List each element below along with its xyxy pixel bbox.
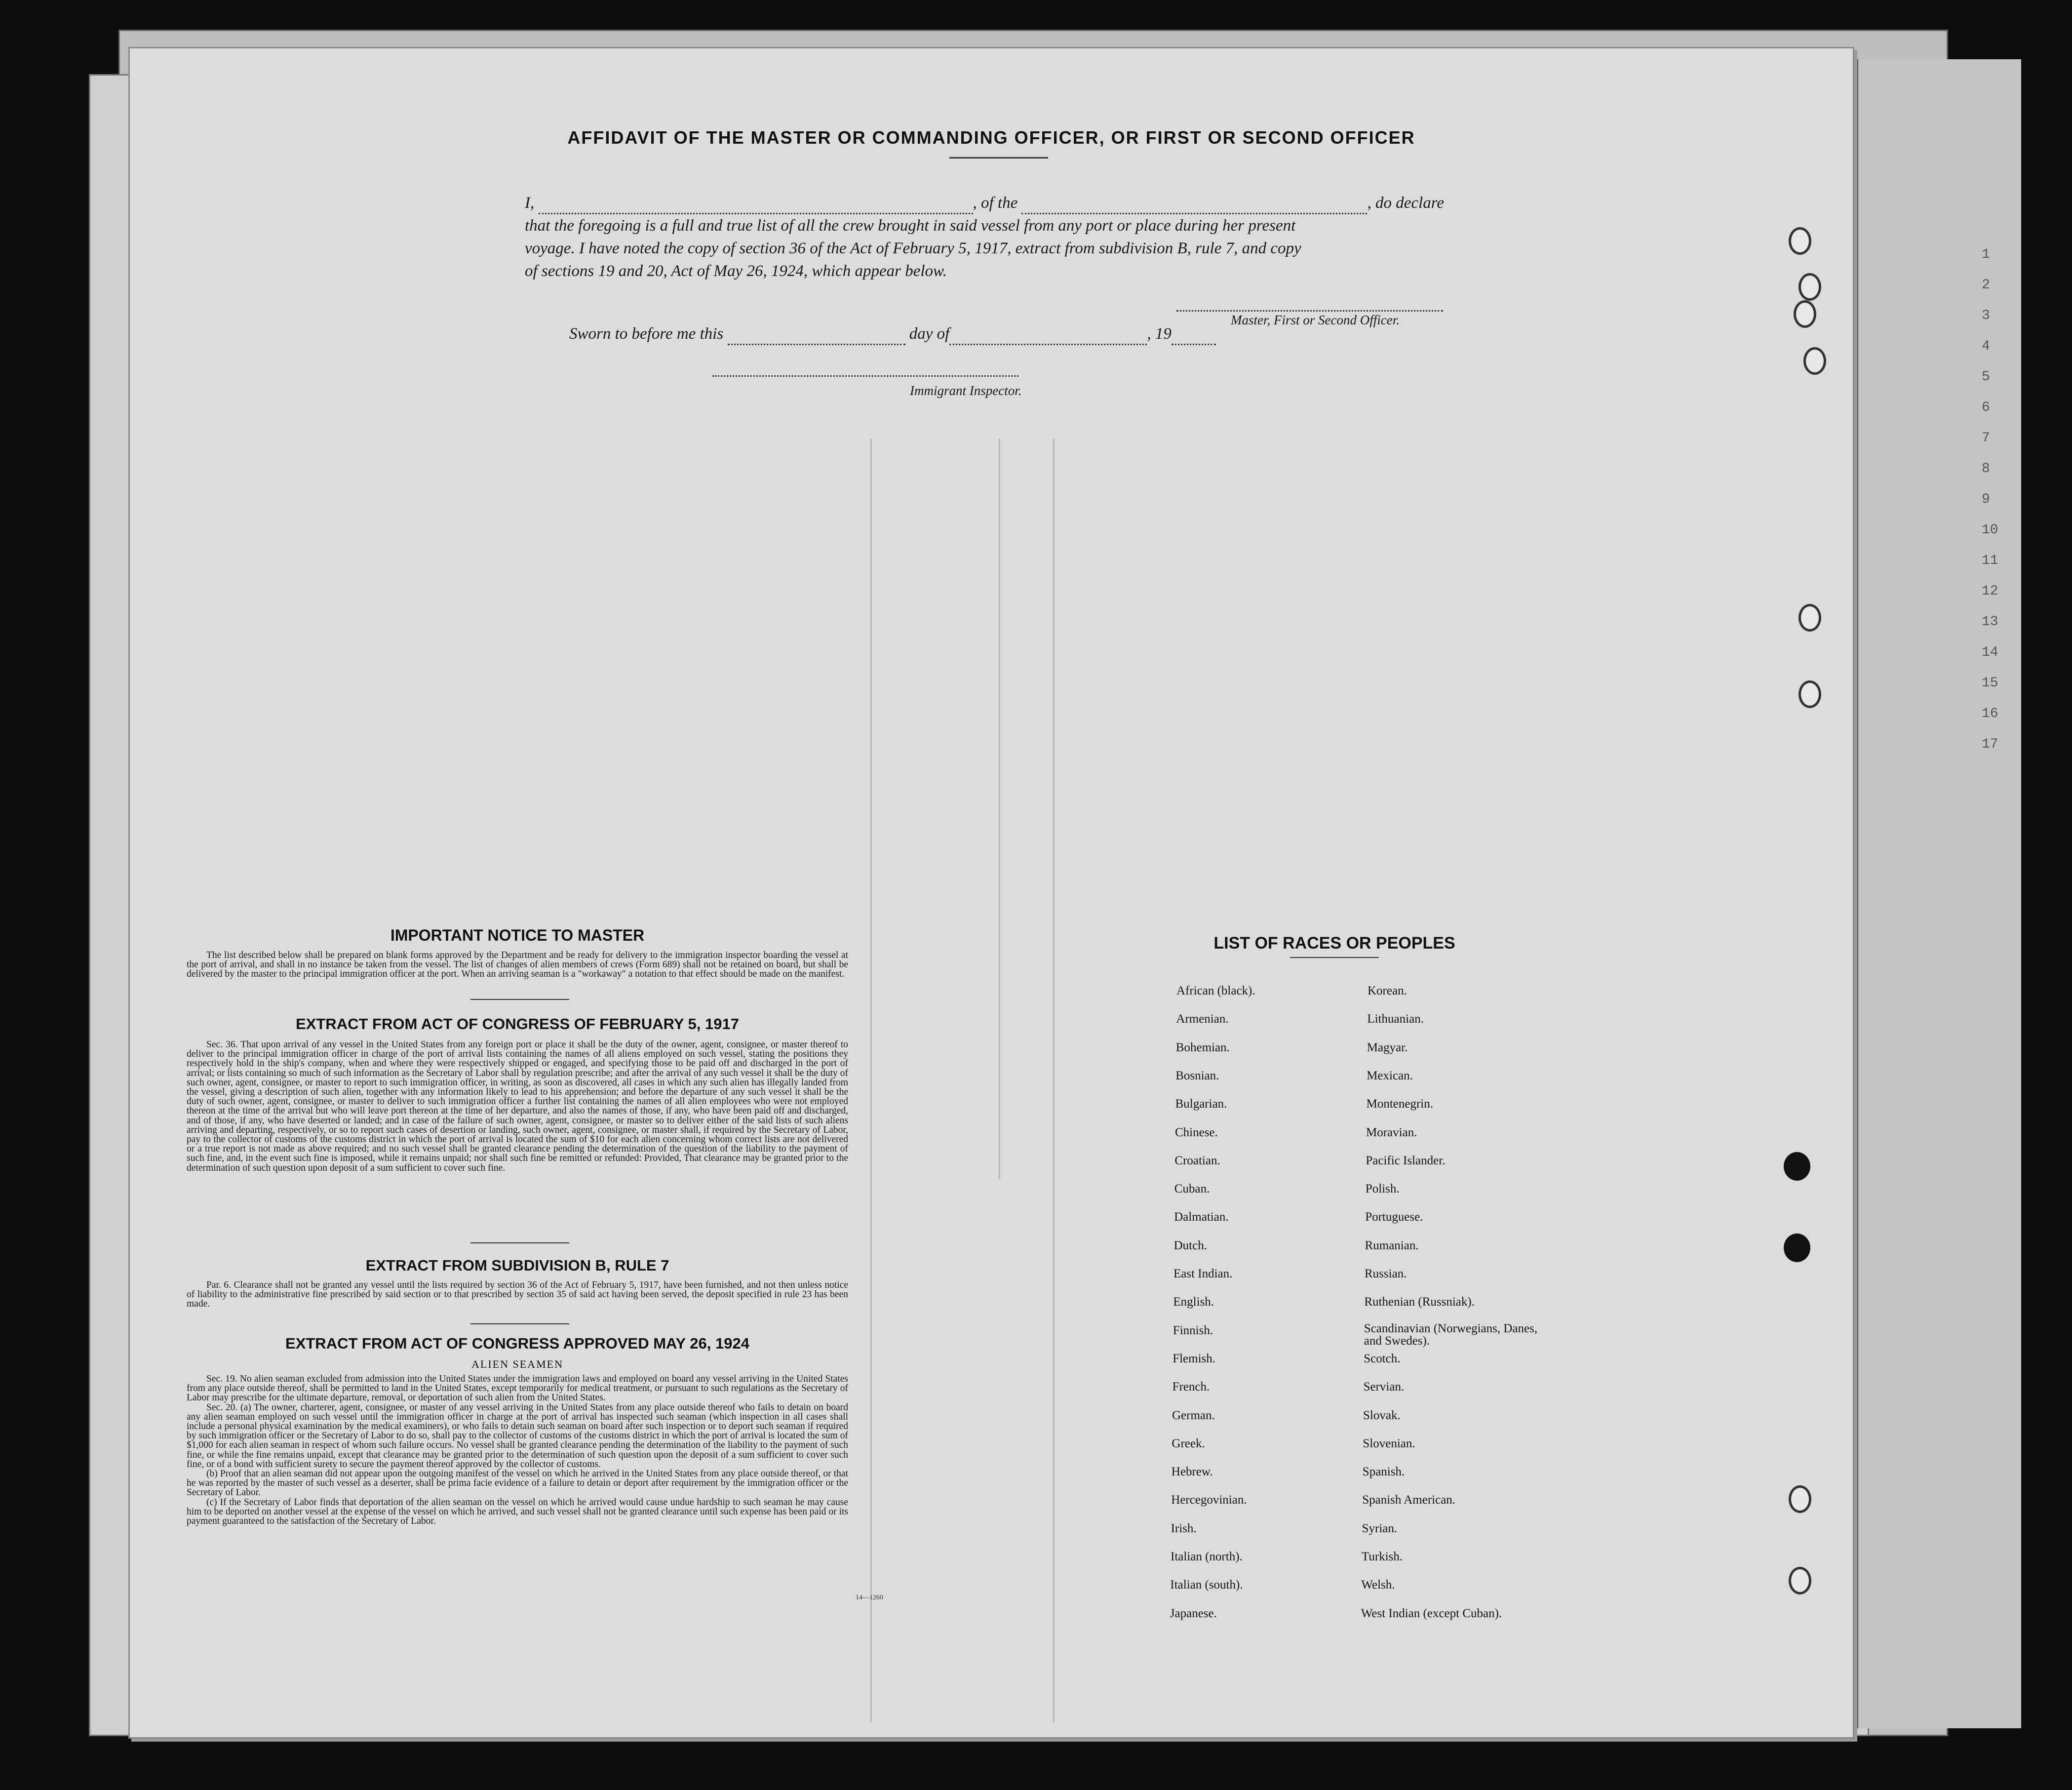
race-item: West Indian (except Cuban). (1361, 1606, 1502, 1620)
sec-20a-text: Sec. 20. (a) The owner, charterer, agent, consignee, or master of any vessel arriving in the United States from any place outside thereof who fails to detain on board any alien seaman employed on such vessel until the immigration officer in charge at the port of arrival has inspected such seaman (which inspection in all cases shall include a personal physical examination by the medical examiners), or who fails to detain such seaman on board after such inspection or to deport such seaman if required by such immigration officer or the Secretary of Labor to do so, shall pay to the collector of customs of the customs district in which the port of arrival is located the sum of $1,000 for each alien seaman in respect of whom such failure occurs. No vessel shall be granted clearance pending the determination of the liability to the payment of such fine, or while the fine remains unpaid, except that clearance may be granted prior to the determination of such question upon the deposit of a sum sufficient to cover such fine, or of a bond with sufficient surety to secure the payment thereof approved by the collector of customs. (187, 1402, 848, 1470)
bleed-through-line (999, 438, 1000, 1179)
master-label: Master, First or Second Officer. (1231, 313, 1400, 327)
extract-1924-text (187, 1374, 848, 1526)
sworn-line (569, 322, 1216, 345)
bleed-through-line (870, 438, 872, 1722)
race-item: Moravian. (1366, 1125, 1417, 1139)
master-signature-line[interactable] (1176, 309, 1443, 312)
sec-19-text: Sec. 19. No alien seaman excluded from admission into the United States under the immigration laws and employed on board any vessel arriving in the United States from any place outside thereof, shall be permitted to land in the United States, except temporarily for medical treatment, or pursuant to such regulations as the Secretary of Labor may prescribe for the ultimate departure, removal, or deportation of such alien from the United States. (187, 1374, 848, 1403)
strip-row-number: 10 (1982, 522, 1998, 538)
binder-hole (1798, 273, 1821, 301)
section-rule (470, 1242, 569, 1243)
strip-row-number: 13 (1982, 614, 1998, 630)
sworn-prefix: Sworn to before me this (569, 325, 724, 343)
underlying-manifest-strip (1856, 59, 2021, 1728)
strip-row-number: 3 (1982, 308, 1990, 323)
race-item: Slovak. (1363, 1408, 1401, 1422)
race-item: Pacific Islander. (1366, 1154, 1446, 1167)
strip-row-number: 12 (1982, 584, 1998, 599)
race-item: Spanish American. (1362, 1493, 1456, 1507)
bleed-through-line (1053, 438, 1055, 1722)
race-item: Bohemian. (1175, 1040, 1230, 1054)
notice-text: The list described below shall be prepared on blank forms approved by the Department and be ready for delivery to the immigration inspector boarding the vessel at the port of arrival, and shall in no instance be taken from the vessel. The list of changes of alien members of crews (Form 689) shall not be retained on board, but shall be delivered by the master to the principal immigration officer at the port. When an arriving seaman is a "workaway" a notation to that effect should be made on the manifest. (187, 950, 848, 980)
race-item: Armenian. (1176, 1012, 1229, 1026)
race-item: Scotch. (1364, 1352, 1401, 1365)
race-item: English. (1173, 1295, 1214, 1309)
race-item: Irish. (1171, 1521, 1197, 1535)
race-item: Spanish. (1362, 1465, 1405, 1479)
name-blank[interactable] (539, 198, 973, 214)
vessel-blank[interactable] (1021, 198, 1367, 214)
inspector-signature-line[interactable] (712, 374, 1018, 377)
binder-hole-filled (1784, 1152, 1810, 1181)
race-item: African (black). (1176, 984, 1255, 997)
strip-row-number: 15 (1982, 676, 1998, 691)
race-item: Scandinavian (Norwegians, Danes, and Swedes). (1364, 1321, 1538, 1348)
race-item: Hebrew. (1171, 1465, 1213, 1479)
affidavit-line-4: of sections 19 and 20, Act of May 26, 1924, which appear below. (525, 262, 947, 280)
race-item: Rumanian. (1365, 1238, 1419, 1252)
sec-20b-text: (b) Proof that an alien seaman did not appear upon the outgoing manifest of the vessel on which he arrived in the United States from any place outside thereof, or that he was reported by the master of such vessel as a deserter, shall be prima facie evidence of a failure to detain or deport after requirement by the immigration officer or the Secretary of Labor. (187, 1469, 848, 1498)
day-blank[interactable] (728, 329, 905, 345)
race-item: Italian (north). (1171, 1550, 1243, 1563)
binder-hole (1798, 604, 1821, 632)
race-item: German. (1172, 1408, 1215, 1422)
binder-hole (1803, 347, 1826, 375)
race-item: East Indian. (1173, 1267, 1233, 1280)
affidavit-i: I, (525, 194, 535, 212)
race-item: Bulgarian. (1175, 1097, 1227, 1111)
strip-row-number: 2 (1982, 278, 1990, 293)
races-rule (1290, 957, 1379, 958)
sec-20c-text: (c) If the Secretary of Labor finds that deportation of the alien seaman on the vessel on which he arrived would cause undue hardship to such seaman he may cause him to be deported on another vessel at the expense of the vessel on which he arrived, and such vessel shall not be granted clearance until such expense has been paid or its payment guaranteed to the satisfaction of the Secretary of Labor. (187, 1497, 848, 1527)
race-item: Chinese. (1175, 1125, 1218, 1139)
strip-row-number: 16 (1982, 706, 1998, 721)
binder-hole (1789, 1485, 1811, 1513)
races-title: LIST OF RACES OR PEOPLES (1213, 934, 1455, 953)
race-item: Ruthenian (Russniak). (1364, 1295, 1475, 1309)
race-item: Mexican. (1367, 1069, 1413, 1082)
sworn-day-of: day of (909, 325, 950, 343)
race-item: Croatian. (1174, 1154, 1220, 1167)
extract-1917-title: EXTRACT FROM ACT OF CONGRESS OF FEBRUARY 5, 1917 (296, 1015, 739, 1033)
race-item: Japanese. (1170, 1606, 1217, 1620)
race-item: Italian (south). (1170, 1578, 1243, 1592)
affidavit-of-the: , of the (973, 194, 1018, 212)
race-item: Polish. (1365, 1182, 1400, 1196)
race-item: Flemish. (1173, 1352, 1216, 1365)
binder-hole (1789, 227, 1811, 255)
affidavit-line-1 (525, 192, 1512, 214)
section-rule (470, 1323, 569, 1324)
title-rule (949, 157, 1048, 159)
strip-row-number: 8 (1982, 461, 1990, 477)
race-item: Hercegovinian. (1171, 1493, 1247, 1507)
strip-row-number: 17 (1982, 737, 1998, 752)
race-item: Russian. (1365, 1267, 1407, 1280)
strip-row-number: 1 (1982, 247, 1990, 262)
race-item: Greek. (1172, 1436, 1205, 1450)
section-rule (470, 999, 569, 1000)
year-blank[interactable] (1172, 329, 1216, 345)
race-item: Montenegrin. (1366, 1097, 1433, 1111)
month-blank[interactable] (949, 329, 1147, 345)
inspector-label: Immigrant Inspector. (910, 383, 1022, 398)
form-number: 14—1260 (856, 1594, 883, 1601)
race-item: Korean. (1368, 984, 1407, 997)
binder-hole (1798, 680, 1821, 708)
race-item: Slovenian. (1363, 1436, 1415, 1450)
strip-row-number: 6 (1982, 400, 1990, 415)
race-item: Bosnian. (1175, 1069, 1219, 1082)
race-item: Welsh. (1361, 1578, 1395, 1592)
race-item: Servian. (1363, 1380, 1405, 1394)
race-item: Dalmatian. (1174, 1210, 1229, 1224)
race-item: Magyar. (1367, 1040, 1408, 1054)
strip-row-number: 4 (1982, 339, 1990, 354)
extract-rule7-title: EXTRACT FROM SUBDIVISION B, RULE 7 (365, 1257, 669, 1274)
race-item: Turkish. (1362, 1550, 1403, 1563)
extract-1917-text: Sec. 36. That upon arrival of any vessel in the United States from any foreign port or place it shall be the duty of the owner, agent, consignee, or master thereof to deliver to the principal immigration officer in charge of the port of arrival lists containing the names of all aliens employed on such vessel, stating the positions they respectively hold in the ship's company, when and where they were respectively shipped or engaged, and specifying those to be paid off and discharged in the port of arrival; or lists containing so much of such information as the Secretary of Labor shall by regulation prescribe; and after the arrival of any such vessel it shall be the duty of such owner, agent, consignee, or master to report to such immigration officer, in writing, as soon as discovered, all cases in which any such alien has illegally landed from the vessel, giving a description of such alien, together with any information likely to lead to his apprehension; and before the departure of any such vessel it shall be the duty of such owner, agent, consignee, or master to deliver to such immigration officer a further list containing the names of all alien employees who were not employed thereon at the time of the arrival but who will leave port thereon at the time of her departure, and also the names of those, if any, who have been paid off and discharged, and of those, if any, who have deserted or landed; and in case of the failure of such owner, agent, consignee, or master so to deliver either of the said lists of such aliens arriving and departing, respectively, or so to report such cases of desertion or landing, such owner, agent, consignee, or master shall, if required by the Secretary of Labor, pay to the collector of customs of the customs district in which the port of arrival is located the sum of $10 for each alien concerning whom correct lists are not delivered or a true report is not made as above required; and no such vessel shall be granted clearance pending the determination of the question of the liability to the payment of such fine, and, in the event such fine is imposed, while it remains unpaid; nor shall such fine be remitted or refunded: Provided, That clearance may be granted prior to the determination of such question upon deposit of a sum sufficient to cover such fine. (187, 1039, 848, 1173)
race-item: Cuban. (1174, 1182, 1210, 1196)
strip-row-number: 11 (1982, 553, 1998, 568)
affidavit-page (128, 47, 1854, 1739)
race-item: Finnish. (1173, 1323, 1213, 1337)
affidavit-line-3: voyage. I have noted the copy of section 36 of the Act of February 5, 1917, extract from subdivision B, rule 7, and copy (525, 239, 1301, 257)
binder-hole (1794, 300, 1816, 328)
race-item: Lithuanian. (1367, 1012, 1424, 1026)
strip-row-number: 5 (1982, 369, 1990, 385)
binder-hole-filled (1784, 1233, 1810, 1262)
race-item: Syrian. (1362, 1521, 1398, 1535)
binder-hole (1789, 1567, 1811, 1594)
strip-row-number: 9 (1982, 492, 1990, 507)
race-item: Portuguese. (1365, 1210, 1423, 1224)
extract-1924-title: EXTRACT FROM ACT OF CONGRESS APPROVED MAY 26, 1924 (285, 1335, 749, 1352)
affidavit-do-declare: , do declare (1367, 194, 1444, 212)
affidavit-title: AFFIDAVIT OF THE MASTER OR COMMANDING OFFICER, OR FIRST OR SECOND OFFICER (567, 127, 1415, 148)
extract-1924-subtitle: ALIEN SEAMEN (471, 1358, 563, 1370)
affidavit-line-2: that the foregoing is a full and true list of all the crew brought in said vessel from any port or place during her present (525, 217, 1296, 235)
notice-title: IMPORTANT NOTICE TO MASTER (390, 926, 645, 944)
race-item: French. (1172, 1380, 1210, 1394)
sworn-year: , 19 (1147, 325, 1172, 343)
strip-row-number: 7 (1982, 431, 1990, 446)
strip-row-number: 14 (1982, 645, 1998, 660)
extract-rule7-text: Par. 6. Clearance shall not be granted any vessel until the lists required by section 36 of the Act of February 5, 1917, have been furnished, and not then unless notice of liability to the administrative fine prescribed by said section or to that prescribed by section 35 of said act having been served, the deposit specified in rule 23 has been made. (187, 1280, 848, 1310)
race-item: Dutch. (1173, 1238, 1207, 1252)
